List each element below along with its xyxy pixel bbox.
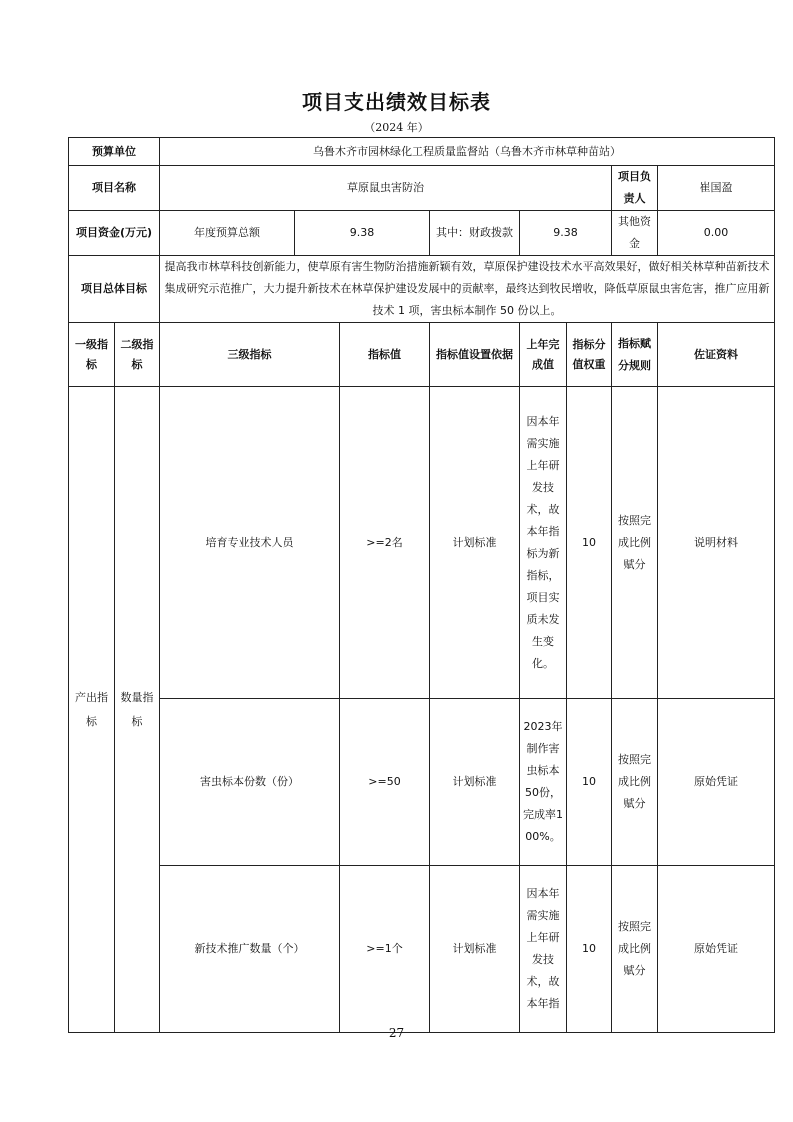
header-level2: 二级指标 — [115, 323, 160, 387]
annual-budget-label: 年度预算总额 — [160, 211, 295, 256]
indicator-value: >=50 — [340, 699, 430, 866]
funds-label: 项目资金(万元) — [69, 211, 160, 256]
indicator-name: 新技术推广数量（个） — [160, 866, 340, 1033]
goal-label: 项目总体目标 — [69, 256, 160, 323]
header-evidence: 佐证资料 — [658, 323, 775, 387]
indicator-header-row — [69, 323, 775, 387]
fiscal-label: 其中：财政拨款 — [430, 211, 520, 256]
indicator-name: 培育专业技术人员 — [160, 387, 340, 699]
level1-cell: 产出指标 — [69, 387, 115, 1033]
indicator-evidence: 原始凭证 — [658, 866, 775, 1033]
indicator-rule: 按照完成比例赋分 — [612, 387, 658, 699]
header-basis: 指标值设置依据 — [430, 323, 520, 387]
header-last-year: 上年完成值 — [520, 323, 567, 387]
indicator-basis: 计划标准 — [430, 387, 520, 699]
header-level1: 一级指标 — [69, 323, 115, 387]
performance-target-table — [68, 137, 775, 1033]
project-name-label: 项目名称 — [69, 166, 160, 211]
manager-label: 项目负责人 — [612, 166, 658, 211]
indicator-weight: 10 — [567, 387, 612, 699]
manager-value: 崔国盈 — [658, 166, 775, 211]
table-row — [69, 866, 775, 1033]
overall-goal-row — [69, 256, 775, 323]
page-number: 27 — [388, 1026, 405, 1040]
annual-budget-value: 9.38 — [295, 211, 430, 256]
indicator-last-year: 因本年需实施上年研发技术，故本年指 — [520, 866, 567, 1033]
level2-cell: 数量指标 — [115, 387, 160, 1033]
other-funds-label: 其他资金 — [612, 211, 658, 256]
header-level3: 三级指标 — [160, 323, 340, 387]
header-rule: 指标赋分规则 — [612, 323, 658, 387]
indicator-rule: 按照完成比例赋分 — [612, 866, 658, 1033]
budget-unit-label: 预算单位 — [69, 138, 160, 166]
funds-row — [69, 211, 775, 256]
indicator-evidence: 原始凭证 — [658, 699, 775, 866]
budget-unit-value: 乌鲁木齐市园林绿化工程质量监督站（乌鲁木齐市林草种苗站） — [160, 138, 775, 166]
goal-text: 提高我市林草科技创新能力，使草原有害生物防治措施新颖有效，草原保护建设技术水平高效果好，做好相关林草种苗新技术集成研究示范推广，大力提升新技术在林草保护建设发展中的贡献率，最终达到牧民增收，降低草原鼠虫害危害，推广应用新技术 1 项，害虫标本制作 50 份以上。 — [160, 256, 775, 323]
project-name-value: 草原鼠虫害防治 — [160, 166, 612, 211]
document-year: （2024 年） — [364, 121, 429, 134]
header-value: 指标值 — [340, 323, 430, 387]
indicator-last-year: 因本年需实施上年研发技术，故本年指标为新指标，项目实质未发生变化。 — [520, 387, 567, 699]
indicator-value: >=2名 — [340, 387, 430, 699]
indicator-value: >=1个 — [340, 866, 430, 1033]
indicator-last-year: 2023年制作害虫标本 50份，完成率100%。 — [520, 699, 567, 866]
header-weight: 指标分值权重 — [567, 323, 612, 387]
table-row — [69, 699, 775, 866]
indicator-weight: 10 — [567, 866, 612, 1033]
indicator-name: 害虫标本份数（份） — [160, 699, 340, 866]
indicator-rule: 按照完成比例赋分 — [612, 699, 658, 866]
table-row — [69, 387, 775, 699]
document-title: 项目支出绩效目标表 — [302, 90, 491, 114]
budget-unit-row — [69, 138, 775, 166]
indicator-weight: 10 — [567, 699, 612, 866]
indicator-evidence: 说明材料 — [658, 387, 775, 699]
indicator-basis: 计划标准 — [430, 699, 520, 866]
other-funds-value: 0.00 — [658, 211, 775, 256]
project-name-row — [69, 166, 775, 211]
fiscal-value: 9.38 — [520, 211, 612, 256]
indicator-basis: 计划标准 — [430, 866, 520, 1033]
